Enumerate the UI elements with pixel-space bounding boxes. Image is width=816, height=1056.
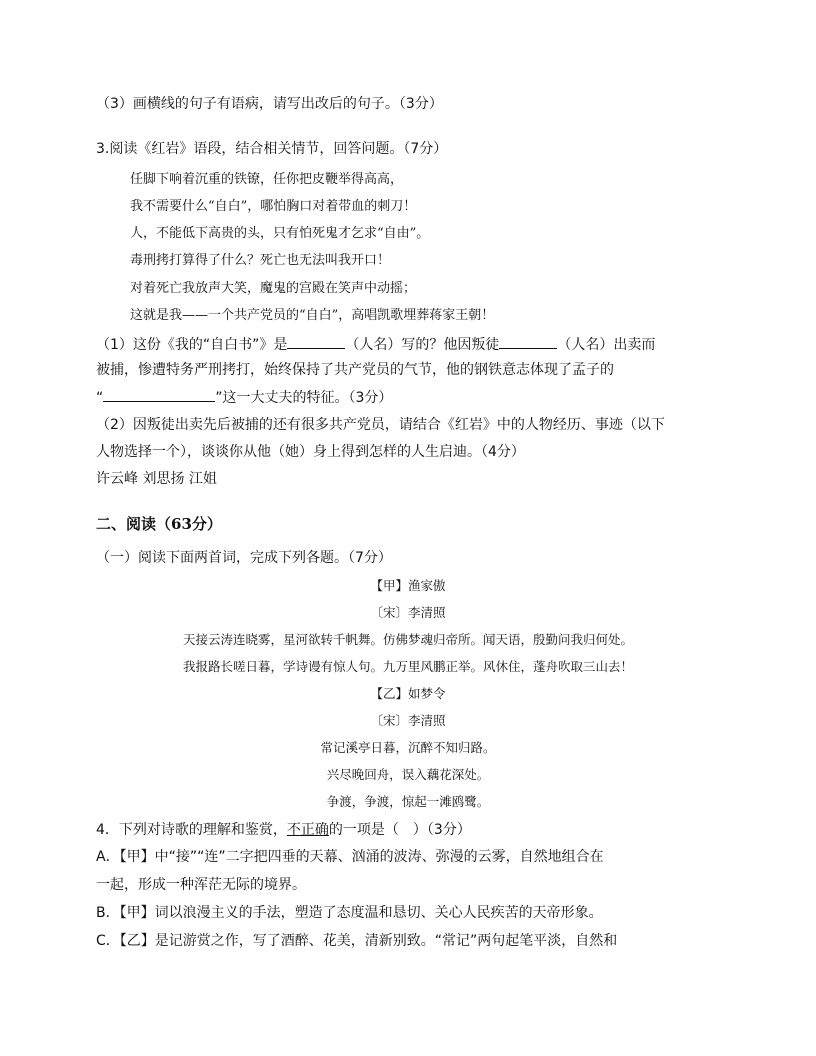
poem-b-line: 兴尽晚回舟，误入藕花深处。 bbox=[326, 767, 490, 782]
question-3-1-line-3 bbox=[96, 387, 392, 408]
poem-line: 人，不能低下高贵的头，只有怕死鬼才乞求“自由”。 bbox=[130, 226, 430, 241]
question-3-title: 3.阅读《红岩》语段，结合相关情节，回答问题。（7分） bbox=[96, 141, 448, 157]
section-heading: 二、阅读（63分） bbox=[96, 515, 222, 533]
character-names: 许云峰 刘思扬 江姐 bbox=[96, 471, 217, 487]
option-a-line-1: A．【甲】中“接”“连”二字把四垂的天幕、汹涌的波涛、弥漫的云雾，自然地组合在 bbox=[96, 849, 604, 865]
question-3-2-line-1: （2）因叛徒出卖先后被捕的还有很多共产党员，请结合《红岩》中的人物经历、事迹（以下 bbox=[96, 417, 665, 433]
poem-line: 任脚下响着沉重的铁镣，任你把皮鞭举得高高， bbox=[130, 172, 404, 187]
poem-a-line: 我报路长嗟日暮，学诗谩有惊人句。九万里风鹏正举。风休住，蓬舟吹取三山去！ bbox=[182, 659, 633, 674]
poem-line: 这就是我——一个共产党员的“自白”，高唱凯歌埋葬蒋家王朝！ bbox=[130, 308, 495, 323]
question-3-sub-3: （3）画横线的句子有语病，请写出改后的句子。（3分） bbox=[96, 96, 443, 112]
question-3-1-line-1 bbox=[96, 334, 655, 355]
answer-blank[interactable] bbox=[499, 334, 557, 349]
answer-blank[interactable] bbox=[287, 334, 345, 349]
poem-a-author: 〔宋〕李清照 bbox=[370, 605, 446, 620]
poem-b-line: 常记溪亭日暮，沉醉不知归路。 bbox=[320, 740, 496, 755]
question-3-1-line-2: 被捕，惨遭特务严刑拷打，始终保持了共产党员的气节，他的钢铁意志体现了孟子的 bbox=[96, 362, 614, 378]
poem-a-line: 天接云涛连晓雾，星河欲转千帆舞。仿佛梦魂归帝所。闻天语，殷勤问我归何处。 bbox=[182, 632, 633, 647]
poem-line: 毒刑拷打算得了什么？死亡也无法叫我开口！ bbox=[130, 253, 391, 268]
option-c-line-1: C．【乙】是记游赏之作，写了酒醉、花美，清新别致。“常记”两句起笔平淡，自然和 bbox=[96, 933, 618, 949]
question-3-1-text: ”这一大丈夫的特征。（3分） bbox=[215, 390, 393, 406]
question-3-1-text: （人名）出卖而 bbox=[557, 337, 656, 353]
emphasis-text: 不正确 bbox=[286, 822, 329, 838]
poem-line: 对着死亡我放声大笑，魔鬼的宫殿在笑声中动摇； bbox=[130, 281, 417, 296]
option-b: B．【甲】词以浪漫主义的手法，塑造了态度温和恳切、关心人民疾苦的天帝形象。 bbox=[96, 905, 603, 921]
answer-blank[interactable] bbox=[103, 387, 215, 402]
poem-b-author: 〔宋〕李清照 bbox=[370, 713, 446, 728]
question-4-stem bbox=[96, 820, 471, 840]
question-3-1-text: （1）这份《我的“自白书”》是 bbox=[96, 337, 288, 353]
poem-b-title: 【乙】如梦令 bbox=[370, 686, 446, 701]
poem-b-line: 争渡，争渡，惊起一滩鸥鹭。 bbox=[326, 794, 490, 809]
poem-a-title: 【甲】渔家傲 bbox=[370, 578, 446, 593]
option-a-line-2: 一起，形成一种浑茫无际的境界。 bbox=[96, 877, 306, 893]
part-1-intro: （一）阅读下面两首词，完成下列各题。（7分） bbox=[96, 550, 392, 566]
poem-line: 我不需要什么“自白”，哪怕胸口对着带血的刺刀！ bbox=[130, 199, 417, 214]
question-4-text: 4．下列对诗歌的理解和鉴赏， bbox=[96, 822, 287, 838]
question-3-1-text: “ bbox=[96, 390, 104, 406]
question-3-2-line-2: 人物选择一个），谈谈你从他（她）身上得到怎样的人生启迪。（4分） bbox=[96, 444, 525, 460]
question-3-1-text: （人名）写的？他因叛徒 bbox=[345, 337, 500, 353]
question-4-text: 的一项是（ ）（3分） bbox=[328, 822, 471, 838]
